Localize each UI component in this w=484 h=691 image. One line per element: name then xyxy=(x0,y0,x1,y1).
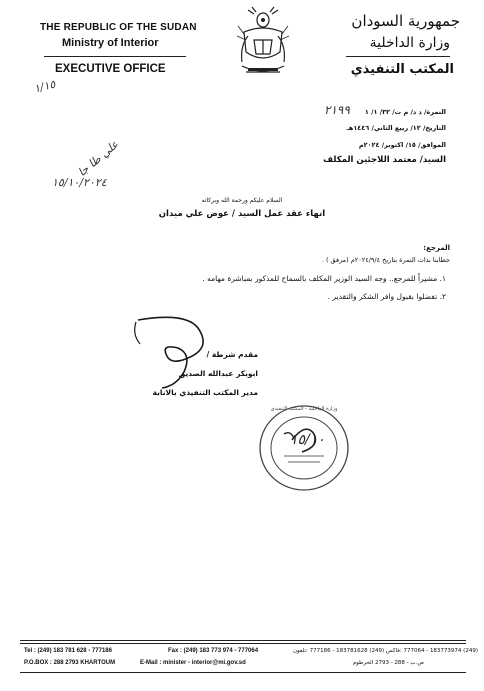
signatory-rank: مقدم شرطة / xyxy=(206,350,258,359)
footer-tel-ar: (249) 183773974 - 777064 :فاكس (249) 183781628 - 777186 :تلفون xyxy=(293,648,478,654)
footer-pobox-en: P.O.BOX : 288 2793 KHARTOUM xyxy=(24,660,116,666)
point-1: ١. مشيراً للمرجع.. وجه السيد الوزير المكلف بالسماح للمذكور بمباشرة مهامه . xyxy=(202,274,446,283)
footer-pobox-ar: ص.ب - 288 - 2793 الخرطوم xyxy=(352,660,424,666)
stamp-ring-text: وزارة الداخلية - المكتب التنفيذي xyxy=(270,406,338,412)
footer-email-en: E-Mail : minister - interior@mi.gov.sd xyxy=(140,660,246,666)
office-ar: المكتب التنفيذي xyxy=(350,62,454,77)
footer-rule-bottom xyxy=(20,672,466,673)
recipient: السيد/ معتمد اللاجئين المكلف xyxy=(323,155,446,165)
official-stamp xyxy=(254,400,354,496)
footer-fax-en: Fax : (249) 183 773 974 - 777064 xyxy=(168,648,259,654)
ref-date-hijri: التاريخ/ ١٢/ ربيع الثاني/ ١٤٤٦هـ xyxy=(346,124,446,132)
references-title: المرجع: xyxy=(423,244,450,252)
signatory-name: ابوبكر عبدالله الصديق xyxy=(178,369,258,378)
ministry-ar: وزارة الداخلية xyxy=(369,35,450,51)
footer-rule-top xyxy=(20,640,466,641)
handwritten-note-left: علي طا جا xyxy=(75,137,122,180)
point-2: ٢. تفضلوا بقبول وافر الشكر والتقدير . xyxy=(327,292,446,301)
republic-ar: جمهورية السودان xyxy=(351,12,460,30)
footer-tel-en: Tel : (249) 183 781 628 - 777186 xyxy=(24,648,112,654)
subject: انهاء عقد عمل السيد / عوض علي ميدان xyxy=(158,209,326,219)
greeting: السلام عليكم ورحمة الله وبركاته xyxy=(201,197,283,204)
signatory-title: مدير المكتب التنفيذي بالانابة xyxy=(152,388,258,397)
emblem xyxy=(234,6,292,86)
stamp-handwritten: ١٥/١٠ xyxy=(290,432,325,448)
header-rule-right xyxy=(346,56,450,57)
republic-en: THE REPUBLIC OF THE SUDAN xyxy=(40,22,197,33)
handwritten-number: ٢١٩٩ xyxy=(324,103,350,117)
ref-number: النمرة/ د د/ م ت/ ٣٢/ ١/ ١ xyxy=(364,108,446,116)
ministry-en: Ministry of Interior xyxy=(62,37,159,49)
handwritten-top-left: ١/١٥ xyxy=(32,77,57,96)
header-rule-left xyxy=(44,56,186,57)
handwritten-date-left: ١٥/١٠/٢٠٢٤ xyxy=(52,176,107,189)
office-en: EXECUTIVE OFFICE xyxy=(55,63,166,75)
footer-rule-mid xyxy=(20,643,466,644)
ref-date-greg: الموافق/ ١٥/ اكتوبر/ ٢٠٢٤م xyxy=(358,141,446,149)
body-line: خطابنا بذات النمرة بتاريخ ٢٠٢٤/٩/٤م (مرفق ) . xyxy=(321,256,450,264)
stamp-seal xyxy=(254,400,354,496)
